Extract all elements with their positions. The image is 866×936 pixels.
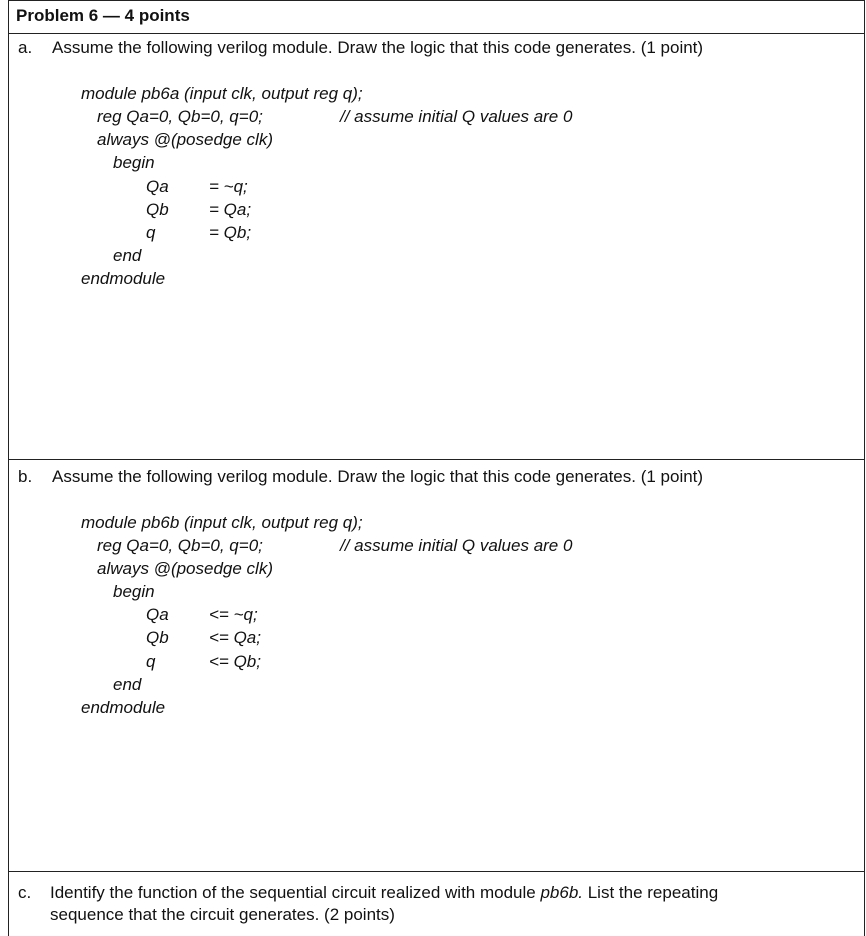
divider-b-c [9, 871, 864, 872]
part-c-line2: sequence that the circuit generates. (2 points) [50, 905, 395, 924]
part-b-begin: begin [113, 582, 155, 601]
part-b-lhs-q: q [146, 652, 156, 671]
part-c-marker: c. [18, 883, 32, 902]
divider-a-b [9, 459, 864, 460]
part-a-lhs-q: q [146, 223, 156, 242]
part-b-module-line: module pb6b (input clk, output reg q); [81, 513, 363, 532]
problem-title: Problem 6 — 4 points [16, 6, 190, 25]
part-b-rhs-q: <= Qb; [209, 652, 261, 671]
part-a-rhs-q: = Qb; [209, 223, 252, 242]
part-a-comment: // assume initial Q values are 0 [340, 107, 573, 126]
part-a-lhs-qb: Qb [146, 200, 169, 219]
divider-title [9, 33, 864, 34]
part-b-question: Assume the following verilog module. Draw the logic that this code generates. (1 point) [52, 467, 704, 486]
part-a-lhs-qa: Qa [146, 177, 169, 196]
part-a-rhs-qb: = Qa; [209, 200, 252, 219]
part-b-lhs-qa: Qa [146, 605, 169, 624]
part-b-reg-line: reg Qa=0, Qb=0, q=0; [97, 536, 263, 555]
part-c-line1-before: Identify the function of the sequential circuit realized with module [50, 883, 541, 902]
part-a-reg-line: reg Qa=0, Qb=0, q=0; [97, 107, 263, 126]
part-b-endmodule: endmodule [81, 698, 166, 717]
part-a-always-line: always @(posedge clk) [97, 130, 273, 149]
part-a-end: end [113, 246, 142, 265]
part-b-lhs-qb: Qb [146, 628, 169, 647]
part-c-line1-after: List the repeating [583, 883, 719, 902]
part-a-begin: begin [113, 153, 155, 172]
part-b-rhs-qb: <= Qa; [209, 628, 261, 647]
part-a-module-line: module pb6a (input clk, output reg q); [81, 84, 363, 103]
part-b-marker: b. [18, 467, 33, 486]
part-b-rhs-qa: <= ~q; [209, 605, 258, 624]
part-b-end: end [113, 675, 142, 694]
part-c-line1 [50, 883, 718, 903]
part-b-always-line: always @(posedge clk) [97, 559, 273, 578]
part-a-marker: a. [18, 38, 33, 57]
part-b-comment: // assume initial Q values are 0 [340, 536, 573, 555]
part-a-endmodule: endmodule [81, 269, 166, 288]
part-a-question: Assume the following verilog module. Draw the logic that this code generates. (1 point) [52, 38, 704, 57]
part-a-rhs-qa: = ~q; [209, 177, 248, 196]
part-c-module-name: pb6b. [540, 883, 583, 902]
